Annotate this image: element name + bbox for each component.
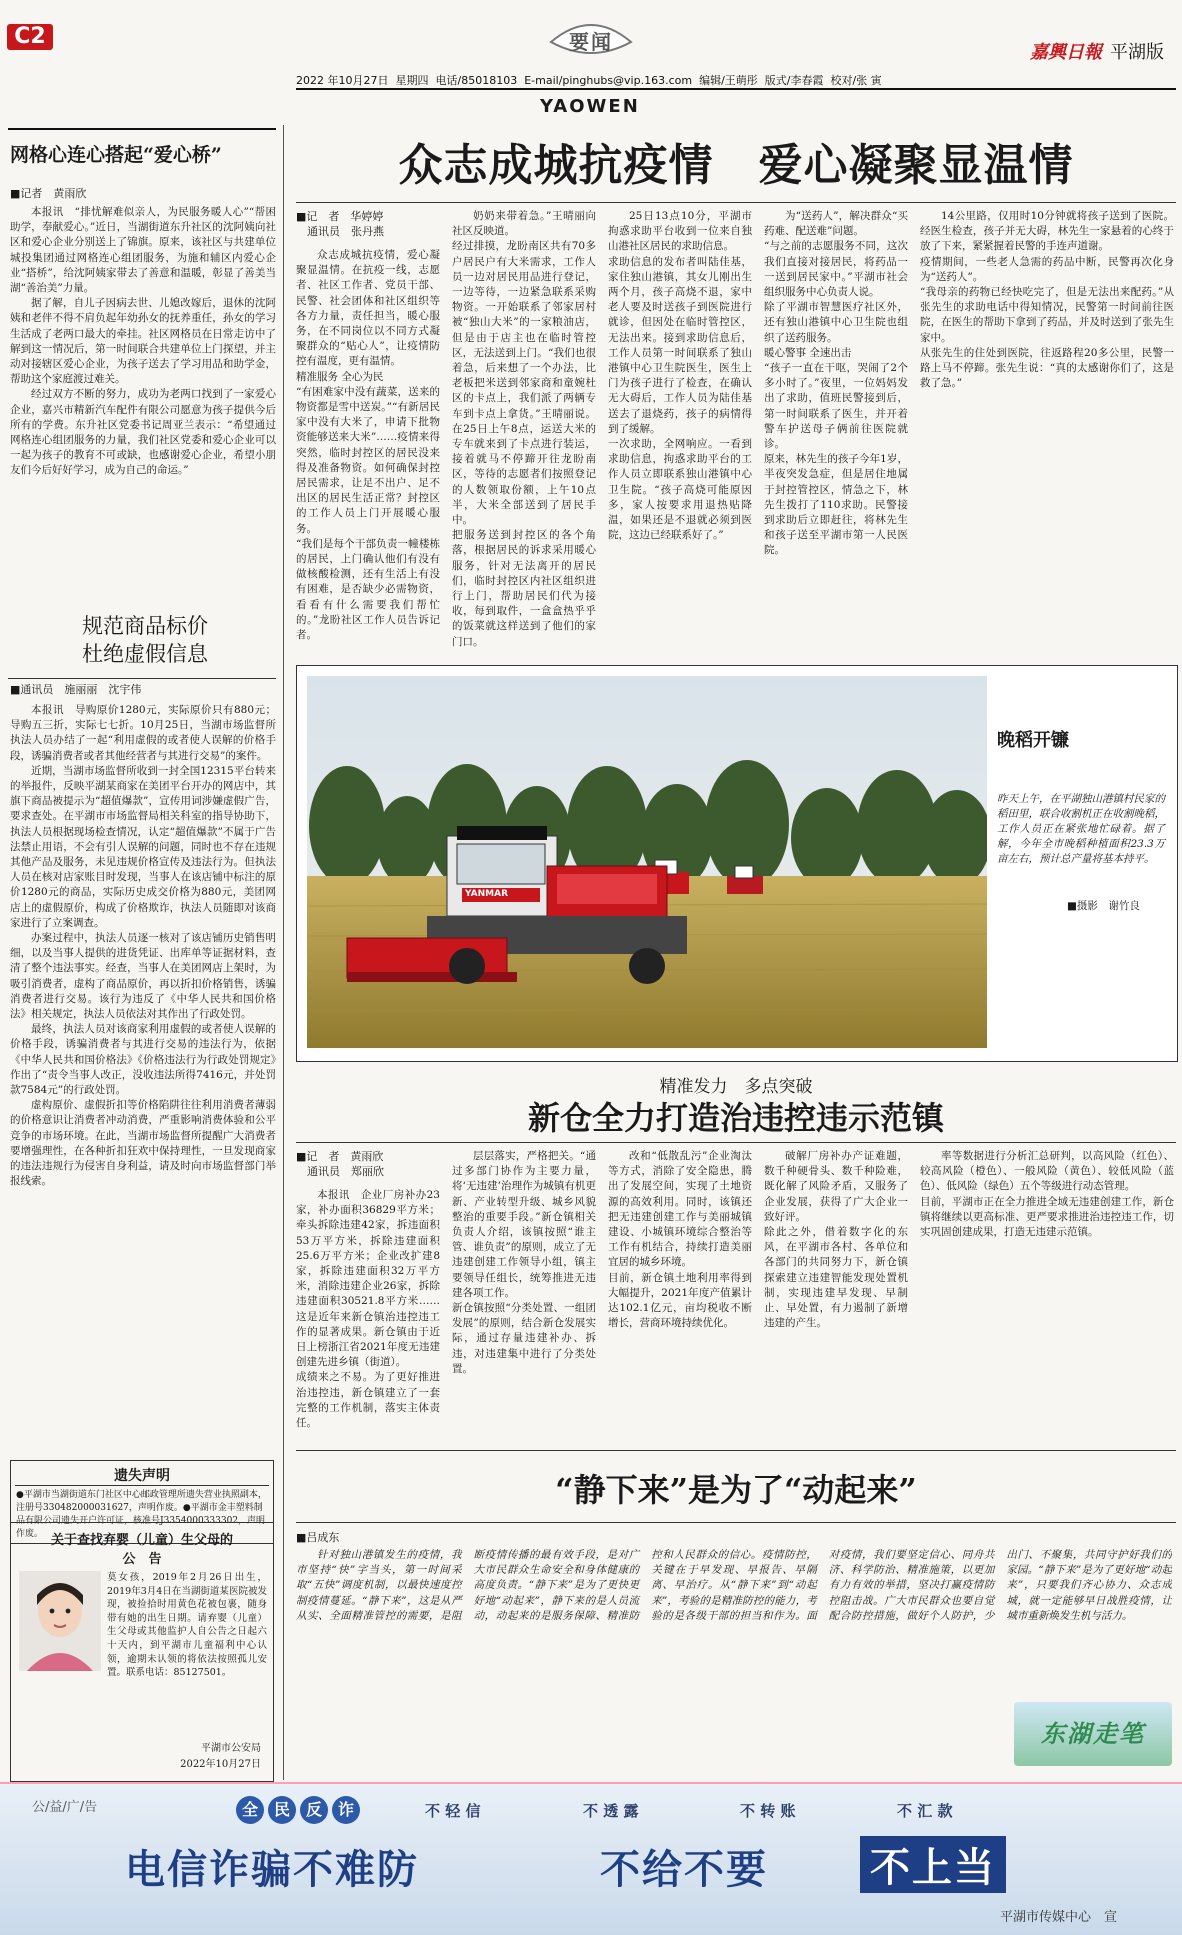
left-article2-rule xyxy=(8,678,276,679)
second-headline: 新仓全力打造治违控违示范镇 xyxy=(527,1099,944,1137)
commentary-headline: “静下来”是为了“动起来” xyxy=(555,1471,917,1509)
byline-correspondent: 通讯员 郑丽欣 xyxy=(296,1165,384,1178)
title-line: 规范商品标价 xyxy=(82,614,208,638)
phone: 电话/85018103 xyxy=(435,74,518,87)
psa-item: 不 汇 款 xyxy=(897,1802,953,1820)
psa-big-text-3-box xyxy=(860,1836,1006,1893)
commentary-badge xyxy=(1014,1702,1172,1766)
psa-item: 不 转 账 xyxy=(740,1802,796,1820)
paragraph: 经过双方不断的努力，成功为老两口找到了一家爱心企业，嘉兴市精新汽车配件有限公司愿意为孩子提供今后所有的学费。东升社区党委书记周亚兰表示：“希望通过网格连心组团服务的力量，我们社区党委和爱心企业可以一起为孩子的教育不可或缺，也感谢爱心企业，希望小朋友们今后好好学习，成为自己的命运。” xyxy=(10,388,276,477)
lead-col-3: 25日13点10分，平湖市拘惑求助平台收到一位来自独山港社区居民的求助信息。 求助信息的发布者叫陆佳基，家住独山港镇，其女儿刚出生两个月，孩子高烧不退，家中老人要及时送孩子到医院进行就诊，但因处在临时管控区，无法出来。接到求助信息后，工作人员第一时间联系了独山港镇中心卫生院医生，医生上门为孩子进行了检查，在确认无大碍后，工作人员为陆佳基送去了退烧药，孩子的病情得到了缓解。 一次求助，全网响应。一看到求助信息，拘惑求助平台的工作人员立即联系独山港镇中心卫生院。“孩子高烧可能原因多，家人按要求用退热贴降温，如果还是不退就必须到医院，这边已经联系好了。” xyxy=(608,210,752,542)
lead-col-4: 为“送药人”，解决群众“买药难、配送难”问题。 “与之前的志愿服务不同，这次我们直接对接居民，将药品一一送到居民家中。”平湖市社会组织服务中心负责人说。 除了平湖市智慧医疗社区外，还有独山港镇中心卫生院也组织了送药服务。 暖心警事 全速出击 “孩子一直在干呕，哭闹了2个多小时了。”夜里，一位妈妈发出了求助，值班民警接到后，第一时间联系了医生，并开着警车护送母子俩前往医院就诊。 原来，林先生的孩子今年1岁，半夜突发急症，但是居住地属于封控管控区，情急之下，林先生拨打了110求助。民警接到求助后立即赶往，将林先生和孩子送至平湖市第一人民医院。 xyxy=(764,210,908,557)
search-notice-signature: 平湖市公安局 xyxy=(201,1743,261,1754)
left-top-rule xyxy=(8,128,276,130)
left-article2-title xyxy=(30,612,260,668)
psa-item: 不 轻 信 xyxy=(425,1802,481,1820)
search-notice-title: 关于查找弃婴（儿童）生父母的 xyxy=(50,1533,233,1548)
second-headline-rule xyxy=(296,1142,1176,1143)
search-notice-subtitle: 公 告 xyxy=(122,1552,162,1567)
slogan-char: 民 xyxy=(268,1796,296,1824)
paragraph: 近期，当湖市场监督所收到一封全国12315平台转来的举报件，反映平湖某商家在美团平台开办的网店中，其旗下商品被提示为“超值爆款”，宣传用词涉嫌虚假广告，要求查处。在平湖市市场监督局相关科室的指导协助下，执法人员根据现场检查情况，认定“超值爆款”不属于广告法禁止用语，不会有引人误解的问题，同时也不存在违规其他产品及服务，未见违规价格宣传及违法行为。但执法人员在核对店家账目时发现，当事人在该店铺中标注的原价1280元的商品，实际历史成交价格为880元，美团网店上的虚假原价，构成了价格欺诈，执法人员随即对该商家进行了立案调查。 xyxy=(10,764,276,929)
harvest-photo-frame xyxy=(296,665,1178,1062)
left-article2-body xyxy=(10,703,276,1453)
search-notice-text: 莫女孩，2019年2月26日出生，2019年3月4日在当湖街道某医院被发现，被捡拾时用黄色花被包裹，随身带有她的出生日期。请弃婴（儿童）生父母或其他监护人自公告之日起六十天内，到平湖市儿童福利中心认领，逾期未认领的将依法按照孤儿安置。联系电话：85127501。 xyxy=(107,1572,267,1679)
psa-source: 平湖市传媒中心 宣 xyxy=(1000,1910,1118,1925)
psa-big-text-3: 不上当 xyxy=(870,1845,996,1891)
photo-caption: 昨天上午，在平湖独山港镇村民家的稻田里，联合收割机正在收割晚稻，工作人员正在紧张地忙碌着。据了解，今年全市晚稻种植面积23.3万亩左右，预计总产量将基本持平。 xyxy=(997,793,1165,865)
section-logo-text: 要闻 xyxy=(569,30,613,54)
second-col-5: 率等数据进行分析汇总研判，以高风险（红色）、较高风险（橙色）、一般风险（黄色）、较低风险（蓝色）、低风险（绿色）五个等级进行动态管理。 目前，平湖市正在全力推进全域无违建创建工作，新仓镇将继续以更高标准、更严要求推进治违控违工作，切实巩固创建成果，打造无违建示范镇。 xyxy=(920,1150,1174,1239)
paragraph: 最终，执法人员对该商家利用虚假的或者使人误解的价格手段，诱骗消费者与其进行交易的违法行为，依据《中华人民共和国价格法》《价格违法行为行政处罚规定》作出了“责令当事人改正，没收违法所得7416元，并处罚款7584元”的行政处罚。 xyxy=(10,1023,276,1097)
title-line: 杜绝虚假信息 xyxy=(82,642,208,666)
second-byline xyxy=(296,1149,436,1179)
byline-reporter: ■记 者 黄雨欣 xyxy=(296,1150,384,1163)
harvest-photo xyxy=(307,676,987,1048)
harvester-brand-text: YANMAR xyxy=(465,889,509,899)
paper-logo: 嘉興日報 xyxy=(1030,42,1102,63)
second-col-2: 层层落实，严格把关。“通过多部门协作为主要力量，将‘无违建’治理作为城镇有机更新、产业转型升级、城乡风貌整治的重要手段。”新仓镇相关负责人介绍，该镇按照“谁主管、谁负责”的原则，成立了无违建创建工作领导小组，镇主要领导任组长，统筹推进无违建各项工作。 新仓镇按照“分类处置、一组团发展”的原则，结合新仓发展实际，通过存量违建补办、拆违，对违建集中进行了分类处置。 xyxy=(452,1150,596,1375)
paragraph: 本报讯 “排忧解难似亲人，为民服务暖人心”“帮困助学，奉献爱心。”近日，当湖街道东升社区的沈阿姨向社区和爱心企业分别送上了锦旗。原来，该社区与共建单位城投集团通过网格连心组团服务，为施和辅区内爱心企业“搭桥”，给沈阿姨家带去了善意和温暖，彰显了善美当湖“善治美”力量。 xyxy=(10,206,276,295)
lead-col-5: 14公里路，仅用时10分钟就将孩子送到了医院。经医生检查，孩子并无大碍，林先生一家悬着的心终于放了下来，紧紧握着民警的手连声道谢。 疫情期间，一些老人急需的药品中断，民警再次化身为“送药人”。 “我母亲的药物已经快吃完了，但是无法出来配药。”从张先生的求助电话中得知情况，民警第一时间前往医院，在医生的帮助下拿到了药品，并及时送到了张先生家中。 从张先生的住处到医院，往返路程20多公里，民警一路上马不停蹄。张先生说：“真的太感谢你们了，这是救了急。” xyxy=(920,210,1174,390)
lost-notice-title: 遗失声明 xyxy=(114,1468,170,1484)
byline-correspondent: 通讯员 张丹燕 xyxy=(296,225,384,238)
lost-notice-text: ●平湖市当湖街道东门社区中心邮政管理所遗失营业执照副本，注册号330482000031627，声明作废。●平湖市金丰塑料制品有限公司遗失开户许可证，核准号J3354000333302，声明作废。 xyxy=(16,1490,267,1539)
psa-item: 不 透 露 xyxy=(583,1802,639,1820)
left-article1-body xyxy=(10,205,276,585)
proofreader: 校对/张 寅 xyxy=(830,74,882,87)
commentary-body: 针对独山港镇发生的疫情，我市坚持“快”字当头，第一时间采取“五快”调度机制，以最快速度控制疫情蔓延。“静下来”，这是从严从实、全面精准管控的需要，是阻断疫情传播的最有效手段，是对广大市民群众生命安全和身体健康的高度负责。“静下来”是为了更快更好地“动起来”，静下来的是人员流动，动起来的是服务保障、精准防控和人民群众的信心。疫情防控，关键在于早发现、早报告、早隔离、早治疗。从“静下来”到“动起来”，考验的是精准防控的能力，考验的是各级干部的担当和作为。面对疫情，我们要坚定信心、同舟共济、科学防治、精准施策，以更加有力有效的举措，坚决打赢疫情防控阻击战。广大市民群众也要自觉配合防控措施，做好个人防护，少出门、不聚集，共同守护好我们的家园。“静下来”是为了更好地“动起来”，只要我们齐心协力、众志成城，就一定能够早日战胜疫情，让城市重新焕发生机与活力。 xyxy=(296,1549,1172,1622)
psa-label: 公/益/广/告 xyxy=(32,1800,98,1815)
issue-date: 2022 年10月27日 xyxy=(296,74,389,87)
designer: 版式/李春霞 xyxy=(764,74,824,87)
search-notice-box xyxy=(10,1522,274,1782)
child-photo xyxy=(19,1571,101,1671)
section-logo xyxy=(545,12,637,56)
psa-slogan xyxy=(236,1796,360,1824)
paragraph: 虚构原价、虚假折扣等价格陷阱往往利用消费者薄弱的价格意识让消费者冲动消费，严重影响消费体验和公平竞争的市场环境。在此，当湖市场监督所提醒广大消费者要增强理性，在各种折扣狂欢中保持理性，一旦发现商家的违法违规行为侵害自身利益，请及时向市场监督部门举报线索。 xyxy=(10,1099,276,1188)
slogan-char: 全 xyxy=(236,1796,264,1824)
masthead-info xyxy=(296,72,882,88)
commentary-byline: ■吕成东 xyxy=(296,1531,340,1544)
issue-weekday: 星期四 xyxy=(395,74,429,87)
lead-headline-rule xyxy=(296,202,1176,203)
second-col-4: 破解厂房补办产证难题，数千种硬骨头、数千种险难，既化解了风险矛盾，又服务了企业发展，获得了广大企业一致好评。 除此之外，借着数字化的东风，在平湖市各村、各单位和各部门的共同努力下，新仓镇探索建立违建智能发现处置机制，实现违建早发现、早制止、早处置，有力遏制了新增违建的产生。 xyxy=(764,1150,908,1330)
left-article2-byline: ■通讯员 施丽丽 沈宇伟 xyxy=(10,683,142,696)
lead-headline: 众志成城抗疫情 爱心凝聚显温情 xyxy=(398,140,1074,191)
lead-byline xyxy=(296,209,436,239)
edition-label: 平湖版 xyxy=(1110,42,1164,63)
commentary-top-rule xyxy=(296,1450,1176,1451)
lead-col-2: 奶奶来带着急。”王晴丽向社区反映道。 经过排摸，龙盼南区共有70多户居民户有大米需求，工作人员一边对居民用品进行登记，一边等待，一边紧急联系采购物资。一开始联系了邻家居村被“独山大米”的一家粮油店，但是由于店主也在临时管控区，无法送到上门。“我们也很着急，后来想了一个办法，比老板把米送到邻家商和童婉杜区的卡点上，我们派了两辆专车到卡点上拿货。”王晴丽说。在25日上午8点，运送大米的专车就来到了卡点进行装运，接着就马不停蹄开往龙盼南区，等待的志愿者们按照登记的人数领取份额，上午10点半，大米全部送到了居民手中。 把服务送到封控区的各个角落，根据居民的诉求采用暖心服务，针对无法离开的居民们，临时封控区内社区组织进行上门，帮助居民们代为接收，每到取件，一盒盒热乎乎的饭菜就这样送到了他们的家门口。 xyxy=(452,210,596,648)
paragraph: 本报讯 导购原价1280元，实际原价只有880元；导购五三折，实际七七折。10月25日，当湖市场监督所执法人员办结了一起“利用虚假的或者使人误解的价格手段，诱骗消费者或者其他经营者与其进行交易”的案件。 xyxy=(10,704,276,762)
psa-big-text-1: 电信诈骗不难防 xyxy=(125,1847,419,1893)
psa-big-text-2: 不给不要 xyxy=(600,1847,768,1893)
section-pinyin: YAOWEN xyxy=(540,96,640,117)
second-col-3: 改和“低散乱污”企业淘汰等方式，消除了安全隐患，腾出了发展空间，实现了土地资源的高效利用。同时，该镇还把无违建创建工作与美丽城镇建设、小城镇环境综合整治等工作有机结合，持续打造美丽宜居的城乡环境。 目前，新仓镇土地利用率得到大幅提升，2021年度产值累计达102.1亿元，亩均税收不断增长，营商环境持续优化。 xyxy=(608,1150,752,1330)
search-notice-date: 2022年10月27日 xyxy=(180,1759,261,1770)
badge-text: 东湖走笔 xyxy=(1041,1719,1145,1748)
photo-credit: ■摄影 谢竹良 xyxy=(1067,900,1140,912)
byline-reporter: ■记 者 华婷婷 xyxy=(296,210,384,223)
psa-banner xyxy=(0,1782,1182,1935)
paragraph: 办案过程中，执法人员逐一核对了该店铺历史销售明细，以及当事人提供的进货凭证、出库单等证据材料，查清了整个违法事实。经查，当事人在美团网店上架时，为吸引消费者，虚构了商品原价，再以折扣价格销售，诱骗消费者进行交易。该行为违反了《中华人民共和国价格法》相关规定，执法人员依法对其作出了行政处罚。 xyxy=(10,932,276,1021)
lost-notice-rule xyxy=(15,1485,269,1486)
slogan-char: 反 xyxy=(300,1796,328,1824)
page-number-badge: C2 xyxy=(7,24,53,50)
editor: 编辑/王萌彤 xyxy=(699,74,758,87)
paragraph: 据了解，自儿子因病去世、儿媳改嫁后，退休的沈阿姨和老伴不得不肩负起年幼孙女的抚养重任，孙女的学习生活成了老两口最大的牵挂。社区网格员在日常走访中了解到这一情况后，第一时间联合共建单位上门探望，并主动对接辖区爱心企业，为孩子送去了学习用品和助学金，帮助这个家庭渡过难关。 xyxy=(10,297,276,386)
second-kicker: 精准发力 多点突破 xyxy=(659,1077,813,1097)
masthead-rule xyxy=(296,88,1176,90)
commentary-headline-rule xyxy=(296,1522,1176,1523)
left-article1-title: 网格心连心搭起“爱心桥” xyxy=(10,144,222,166)
lead-col-1: 众志成城抗疫情，爱心凝聚显温情。在抗疫一线，志愿者、社区工作者、党员干部、民警、社会团体和社区组织等各方力量，责任担当，暖心服务，在不同岗位以不同方式凝聚群众的“贴心人”，让疫情防控有温度，更有温情。 精准服务 全心为民 “有困难家中没有蔬菜，送来的物资都是雪中送炭。”“有新居民家中没有大米了，申请下批物资能够送来大米”……疫情来得突然，临时封控区的居民没来得及准备物资。如何确保封控居民需求，让足不出户、足不出区的居民生活正常？封控区的工作人员上门开展暖心服务。 “我们是每个干部负责一幢楼栋的居民，上门确认他们有没有做核酸检测，还有生活上有没有困难，是否缺少必需物资，看看有什么需要我们帮忙的。”龙盼社区工作人员告诉记者。 xyxy=(296,249,440,642)
second-col-1: 本报讯 企业厂房补办23家，补办面积36829平方米；牵头拆除违建42家，拆违面积53万平方米，拆除违建面积25.6万平方米；企业改扩建8家，拆除违建面积32万平方米，消除违建企业26家，拆除违建面积30521.8平方米……这是近年来新仓镇治违控违工作的显著成果。新仓镇由于近日上榜浙江省2021年度无违建创建先进乡镇（街道）。 成绩来之不易。为了更好推进治违控违，新仓镇建立了一套完整的工作机制，落实主体责任。 xyxy=(296,1189,440,1430)
photo-title: 晚稻开镰 xyxy=(997,730,1069,751)
left-article1-byline: ■记者 黄雨欣 xyxy=(10,187,87,200)
slogan-char: 诈 xyxy=(332,1796,360,1824)
left-column-divider xyxy=(283,125,284,1780)
email: E-mail/pinghubs@vip.163.com xyxy=(524,74,693,87)
